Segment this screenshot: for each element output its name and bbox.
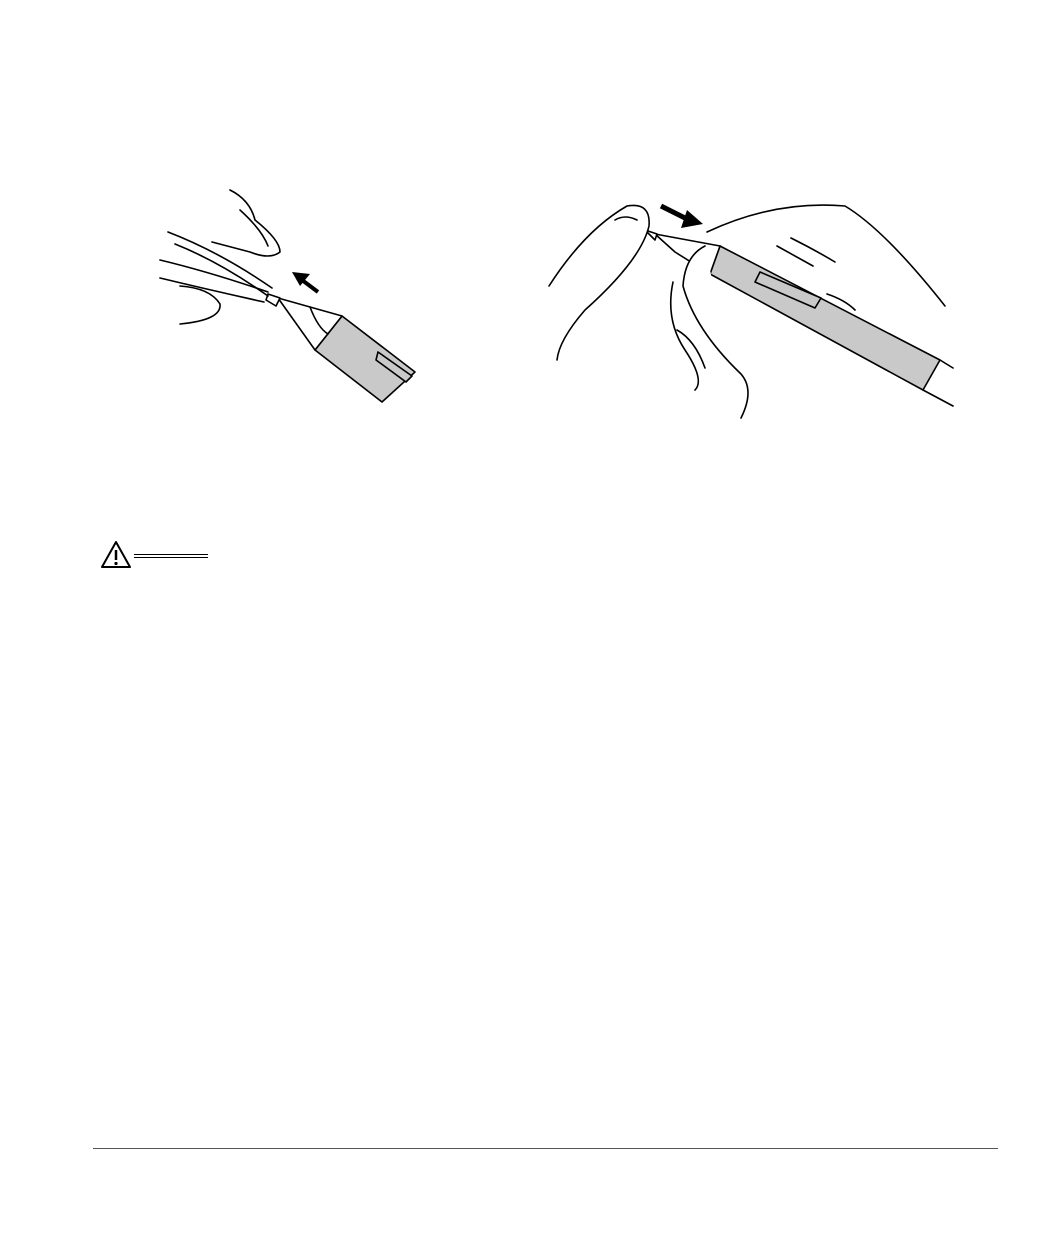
warning-heading (100, 540, 210, 570)
nib-insertion-illustration (545, 190, 955, 420)
footer-divider (93, 1148, 998, 1149)
arrow-down-right-icon (661, 206, 703, 228)
finger-top (212, 190, 280, 256)
pen-body (710, 246, 940, 390)
finger-left (549, 205, 649, 360)
nib-removal-illustration (150, 180, 420, 410)
tweezers (160, 260, 268, 302)
warning-triangle-icon (100, 540, 132, 570)
arrow-up-left-icon (292, 272, 318, 292)
warning-underline (134, 554, 208, 558)
finger-bottom (180, 286, 220, 324)
